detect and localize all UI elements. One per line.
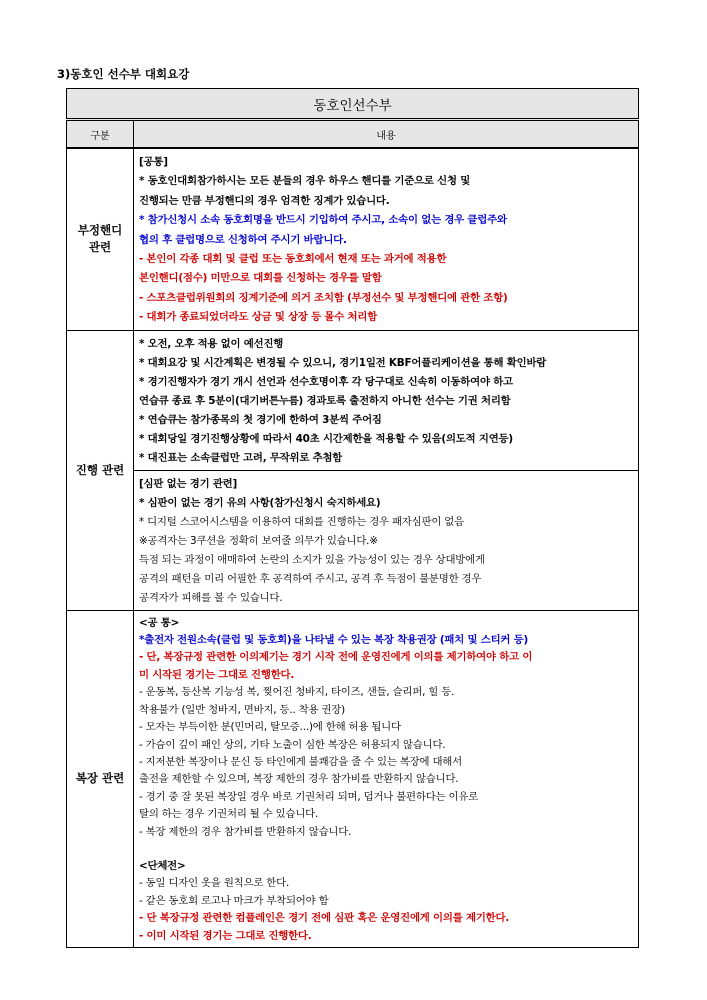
content-dress-code bbox=[134, 610, 639, 947]
content-progress-no-referee bbox=[134, 470, 639, 610]
content-block bbox=[134, 471, 638, 610]
content-line: - 경기 중 잘 못된 복장일 경우 바로 기권처리 되며, 덥거나 불편하다는 이유로 bbox=[139, 790, 479, 803]
content-line: * 심판이 없는 경기 유의 사항(참가신청시 숙지하세요) bbox=[139, 496, 381, 509]
content-line: 협의 후 클럽명으로 신청하여 주시기 바랍니다. bbox=[139, 233, 347, 246]
content-line: 탈의 하는 경우 기권처리 될 수 있습니다. bbox=[139, 808, 319, 821]
content-line: [공통] bbox=[139, 156, 168, 168]
content-line: - 단 복장규정 관련한 컴플레인은 경기 전에 심판 혹은 운영진에게 이의를 제기한다. bbox=[139, 912, 510, 925]
content-line: * 대회요강 및 시간계획은 변경될 수 있으니, 경기1일전 KBF어플리케이션을 통해 확인바람 bbox=[139, 356, 547, 369]
content-line: [심판 없는 경기 관련] bbox=[139, 477, 238, 490]
content-line: 연습큐 종료 후 5분이(대기버튼누름) 경과토록 출전하지 아니한 선수는 기권 처리함 bbox=[139, 394, 511, 407]
competition-rules-table bbox=[66, 88, 639, 948]
category-cheating-handicap bbox=[67, 148, 134, 330]
content-line: * 대진표는 소속클럽만 고려, 무작위로 추첨함 bbox=[139, 451, 343, 464]
content-line: - 대회가 종료되었더라도 상금 및 상장 등 몰수 처리함 bbox=[139, 311, 378, 324]
content-line: * 참가신청시 소속 동호회명을 반드시 기입하여 주시고, 소속이 없는 경우 클럽주와 bbox=[139, 214, 507, 227]
category-line: 부정핸디 bbox=[77, 223, 123, 238]
category-line: 관련 bbox=[88, 240, 112, 255]
content-block bbox=[134, 611, 638, 947]
content-line: 공격자가 피해를 볼 수 있습니다. bbox=[139, 591, 283, 604]
content-line: <공 통> bbox=[139, 616, 180, 629]
content-line: - 이미 시작된 경기는 그대로 진행한다. bbox=[139, 929, 312, 942]
content-line: * 경기진행자가 경기 개시 선언과 선수호명이후 각 당구대로 신속히 이동하여야 하고 bbox=[139, 375, 513, 388]
content-line: - 스포츠클럽위원회의 징계기준에 의거 조치함 (부정선수 및 부정핸디에 관한 조항) bbox=[139, 291, 508, 304]
content-line: * 디지털 스코어시스템을 이용하여 대회를 진행하는 경우 패자심판이 없음 bbox=[139, 515, 464, 528]
content-cheating-handicap bbox=[134, 148, 639, 330]
category-progress: 진행 관련 bbox=[67, 330, 134, 610]
table-title: 동호인선수부 bbox=[67, 89, 639, 120]
content-block bbox=[134, 149, 638, 330]
content-line bbox=[139, 841, 634, 858]
content-line: - 본인이 각종 대회 및 클럽 또는 동호회에서 현재 또는 과거에 적용한 bbox=[139, 253, 447, 266]
content-line: 착용불가 (일반 청바지, 면바지, 등.. 착용 권장) bbox=[139, 703, 345, 716]
category-dress-code: 복장 관련 bbox=[67, 610, 134, 947]
content-line: <단체전> bbox=[139, 859, 186, 872]
content-line: *출전자 전원소속(클럽 및 동호회)을 나타낼 수 있는 복장 착용권장 (패치 및 스티커 등) bbox=[139, 634, 529, 647]
content-line: 미 시작된 경기는 그대로 진행한다. bbox=[139, 668, 295, 681]
content-line: - 동일 디자인 옷을 원칙으로 한다. bbox=[139, 877, 290, 890]
content-line: - 가슴이 깊이 패인 상의, 기타 노출이 심한 복장은 허용되지 않습니다. bbox=[139, 738, 446, 751]
content-line: * 동호인대회참가하시는 모든 분들의 경우 하우스 핸디를 기준으로 신청 및 bbox=[139, 175, 471, 188]
content-line: 진행되는 만큼 부정핸디의 경우 엄격한 징계가 있습니다. bbox=[139, 194, 390, 207]
column-header-category: 구분 bbox=[67, 120, 134, 149]
content-line: - 모자는 부득이한 분(민머리, 탈모증...)에 한해 허용 됩니다 bbox=[139, 721, 401, 734]
content-line: - 같은 동호회 로고나 마크가 부착되어야 함 bbox=[139, 894, 329, 907]
content-progress-general bbox=[134, 330, 639, 470]
content-line: 득점 되는 과정이 애매하여 논란의 소지가 있을 가능성이 있는 경우 상대방에게 bbox=[139, 553, 485, 566]
content-line: - 복장 제한의 경우 참가비를 반환하지 않습니다. bbox=[139, 825, 352, 838]
content-block bbox=[134, 331, 638, 470]
content-line: - 단, 복장규정 관련한 이의제기는 경기 시작 전에 운영진에게 이의를 제기하여야 하고 이 bbox=[139, 651, 533, 664]
content-line: - 지저분한 복장이나 문신 등 타인에게 불쾌감을 줄 수 있는 복장에 대해서 bbox=[139, 755, 462, 768]
content-line: ※공격자는 3쿠션을 정확히 보여줄 의무가 있습니다.※ bbox=[139, 534, 378, 547]
content-line: * 대회당일 경기진행상황에 따라서 40초 시간제한을 적용할 수 있음(의도적 지연등) bbox=[139, 432, 513, 445]
content-line: - 운동복, 등산복 기능성 복, 찢어진 청바지, 타이즈, 샌들, 슬리퍼, 힐 등. bbox=[139, 686, 455, 699]
content-line: * 연습큐는 참가종목의 첫 경기에 한하여 3분씩 주어짐 bbox=[139, 413, 382, 426]
content-line: 공격의 패턴을 미리 어필한 후 공격하여 주시고, 공격 후 득점이 불분명한 경우 bbox=[139, 572, 482, 585]
content-line: 출전을 제한할 수 있으며, 복장 제한의 경우 참가비를 반환하지 않습니다. bbox=[139, 773, 459, 786]
page-heading: 3)동호인 선수부 대회요강 bbox=[57, 67, 190, 81]
column-header-content: 내용 bbox=[134, 120, 639, 149]
content-line: 본인핸디(점수) 미만으로 대회를 신청하는 경우를 말함 bbox=[139, 272, 382, 285]
content-line: * 오전, 오후 적용 없이 예선진행 bbox=[139, 337, 284, 350]
